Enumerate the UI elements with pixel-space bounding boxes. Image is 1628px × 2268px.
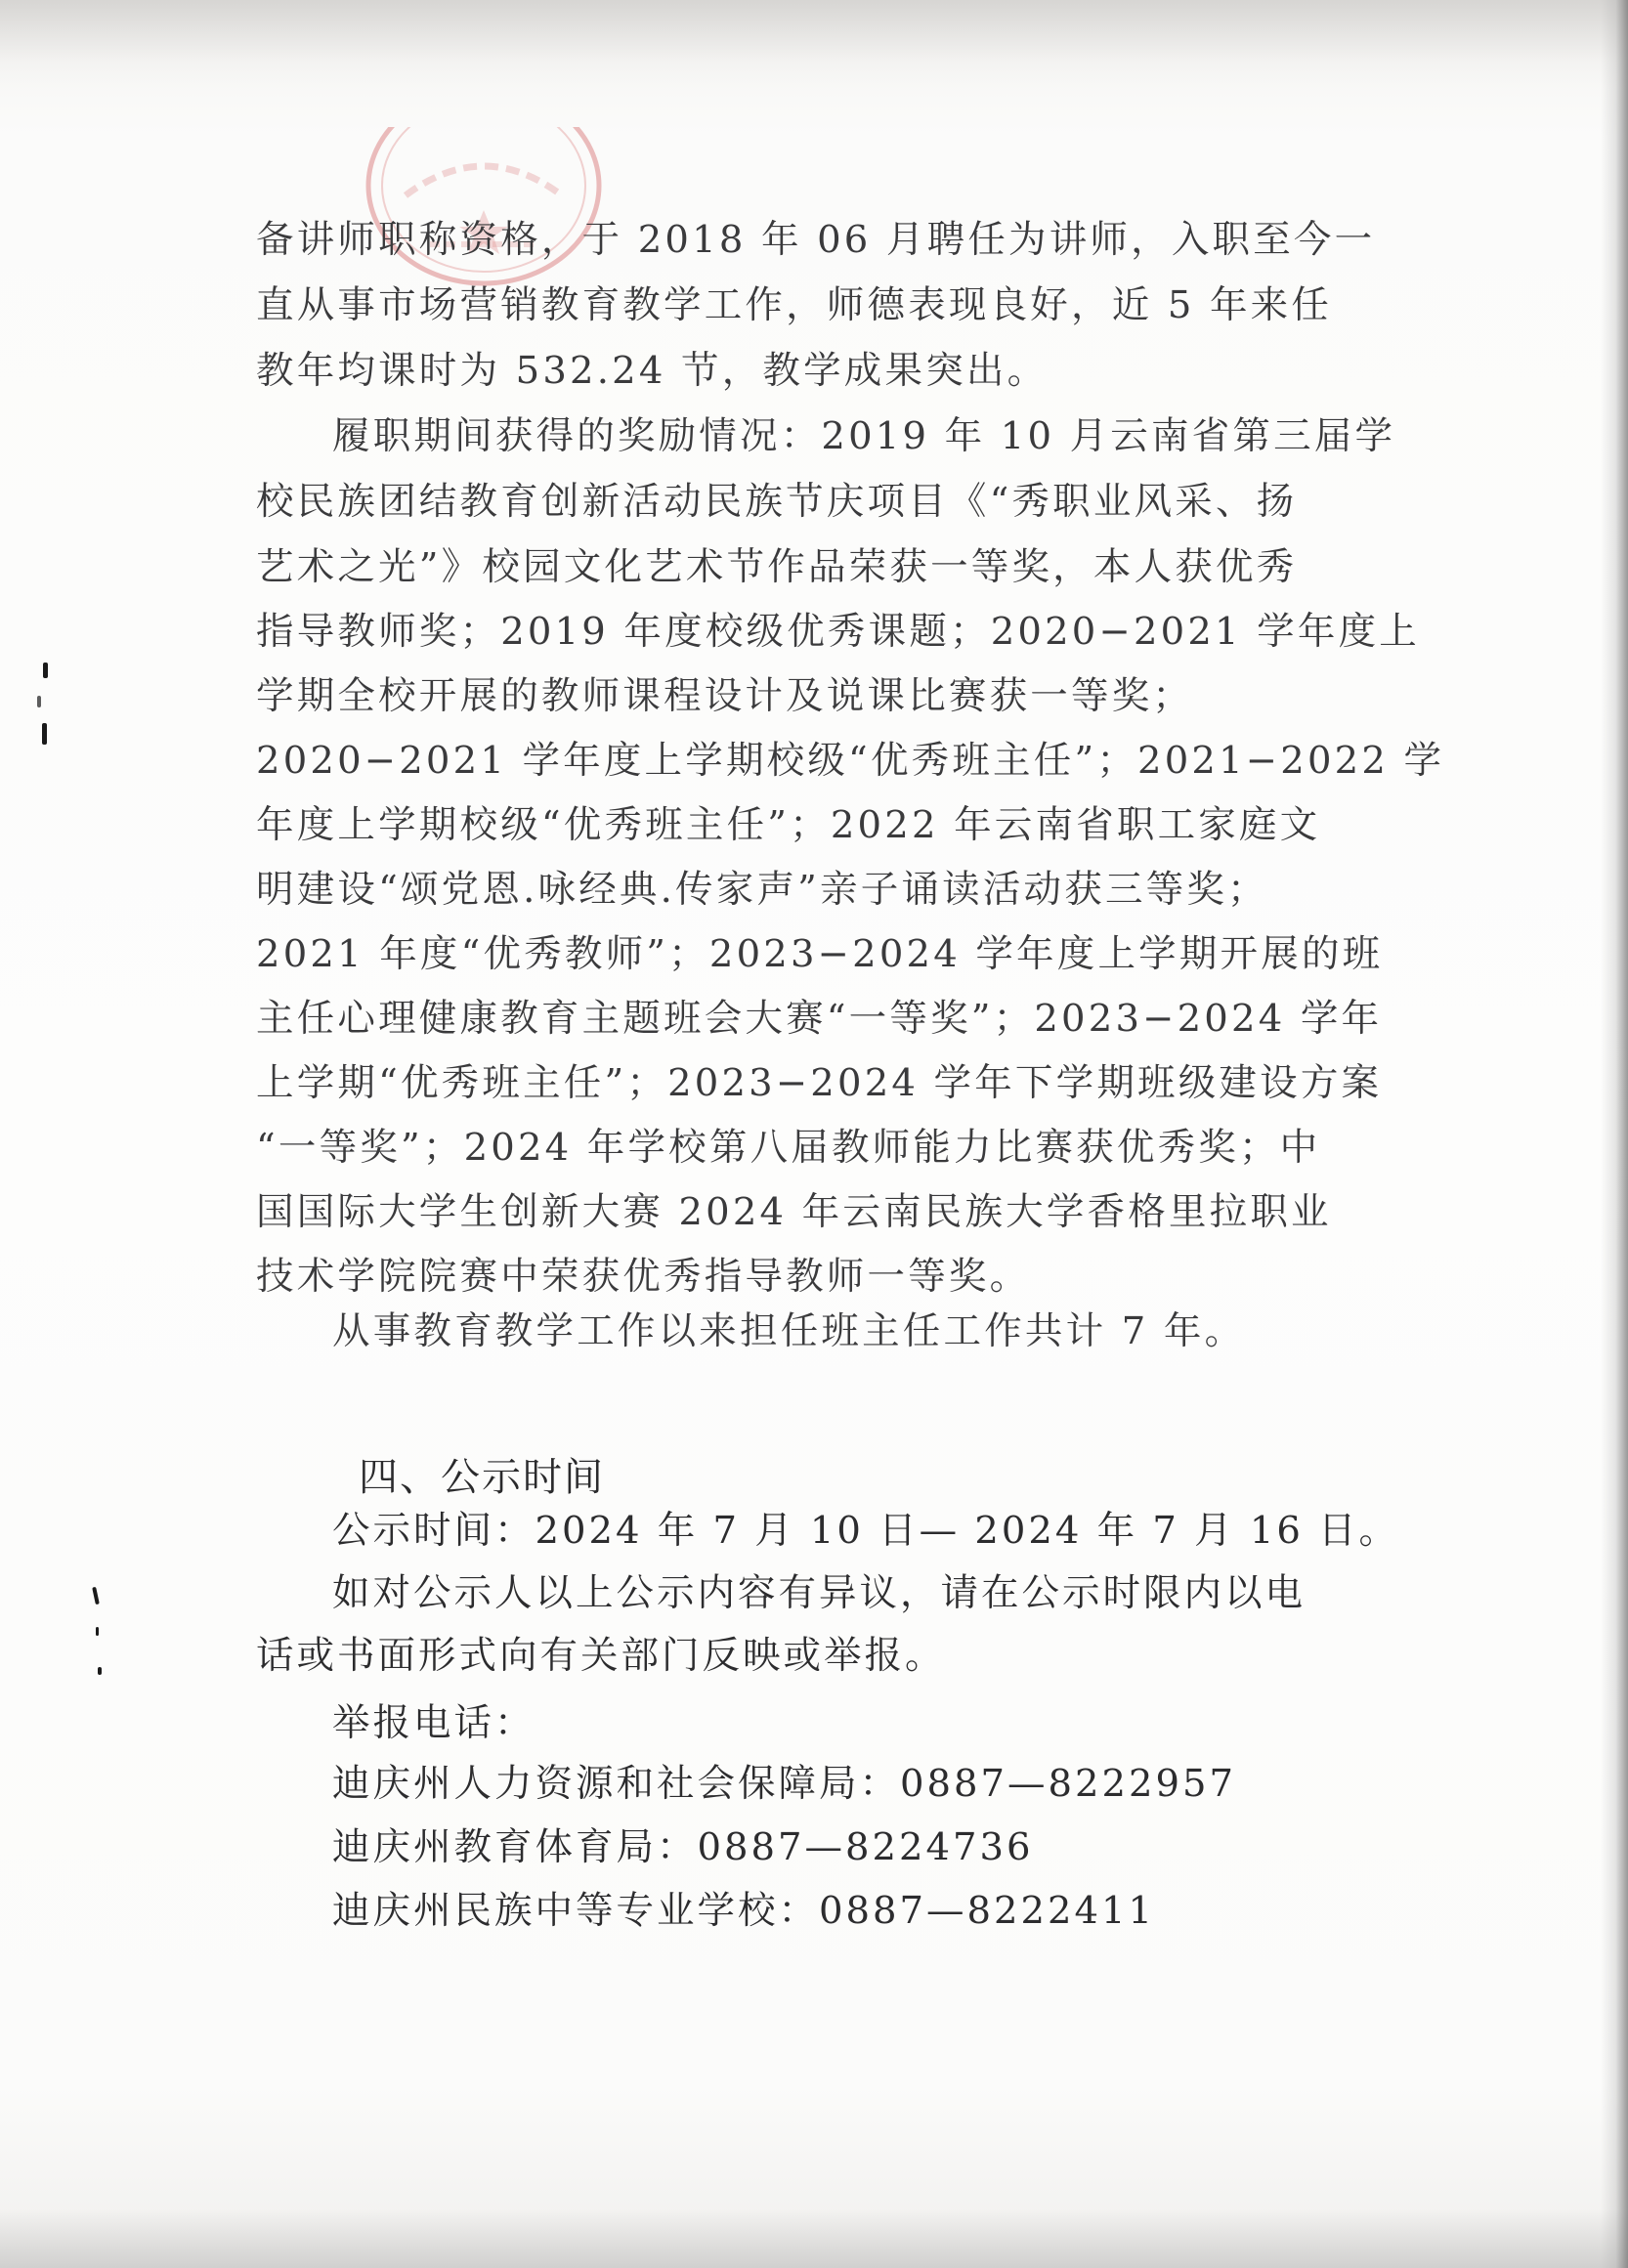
contact-hrss: 迪庆州人力资源和社会保障局：0887—8222957 [332,1762,1236,1806]
margin-mark [98,1667,102,1675]
body-line: 履职期间获得的奖励情况：2019 年 10 月云南省第三届学 [332,414,1396,458]
contact-education: 迪庆州教育体育局：0887—8224736 [332,1825,1034,1869]
body-line: 学期全校开展的教师课程设计及说课比赛获一等奖； [256,674,1194,718]
body-line: 直从事市场营销教育教学工作，师德表现良好，近 5 年来任 [256,283,1333,327]
margin-mark [43,663,48,678]
margin-mark [42,723,47,745]
official-seal-icon [337,127,630,293]
report-phone-label: 举报电话： [332,1701,536,1745]
section-title: 四、公示时间 [359,1455,605,1500]
body-line: 校民族团结教育创新活动民族节庆项目《“秀职业风采、扬 [256,480,1298,524]
body-line: 教年均课时为 532.24 节，教学成果突出。 [256,349,1049,393]
body-line: 上学期“优秀班主任”；2023−2024 学年下学期班级建设方案 [256,1061,1383,1105]
body-line: 艺术之光”》校园文化艺术节作品荣获一等奖，本人获优秀 [256,545,1298,589]
notice-period: 公示时间：2024 年 7 月 10 日— 2024 年 7 月 16 日。 [332,1509,1400,1553]
contact-school: 迪庆州民族中等专业学校：0887—8222411 [332,1889,1155,1933]
bottom-shadow [0,2209,1628,2268]
body-line: 指导教师奖；2019 年度校级优秀课题；2020−2021 学年度上 [256,610,1420,654]
notice-line: 如对公示人以上公示内容有异议，请在公示时限内以电 [332,1571,1307,1615]
body-line: 主任心理健康教育主题班会大赛“一等奖”；2023−2024 学年 [256,997,1383,1041]
margin-mark [37,696,41,707]
body-line: 技术学院院赛中荣获优秀指导教师一等奖。 [256,1255,1031,1299]
notice-line: 话或书面形式向有关部门反映或举报。 [256,1634,946,1678]
margin-mark [92,1587,100,1605]
top-shadow [0,0,1628,88]
body-line: 备讲师职称资格，于 2018 年 06 月聘任为讲师，入职至今一 [256,218,1376,262]
body-line: 年度上学期校级“优秀班主任”；2022 年云南省职工家庭文 [256,803,1321,847]
body-line: 明建设“颂党恩.咏经典.传家声”亲子诵读活动获三等奖； [256,868,1268,912]
right-edge-shadow [1601,0,1628,2268]
body-line: 2021 年度“优秀教师”；2023−2024 学年度上学期开展的班 [256,932,1384,976]
body-line: “一等奖”；2024 年学校第八届教师能力比赛获优秀奖；中 [256,1126,1321,1170]
margin-mark [96,1627,99,1636]
body-line: 从事教育教学工作以来担任班主任工作共计 7 年。 [332,1309,1246,1353]
body-line: 国国际大学生创新大赛 2024 年云南民族大学香格里拉职业 [256,1190,1332,1234]
body-line: 2020−2021 学年度上学期校级“优秀班主任”；2021−2022 学 [256,739,1445,783]
